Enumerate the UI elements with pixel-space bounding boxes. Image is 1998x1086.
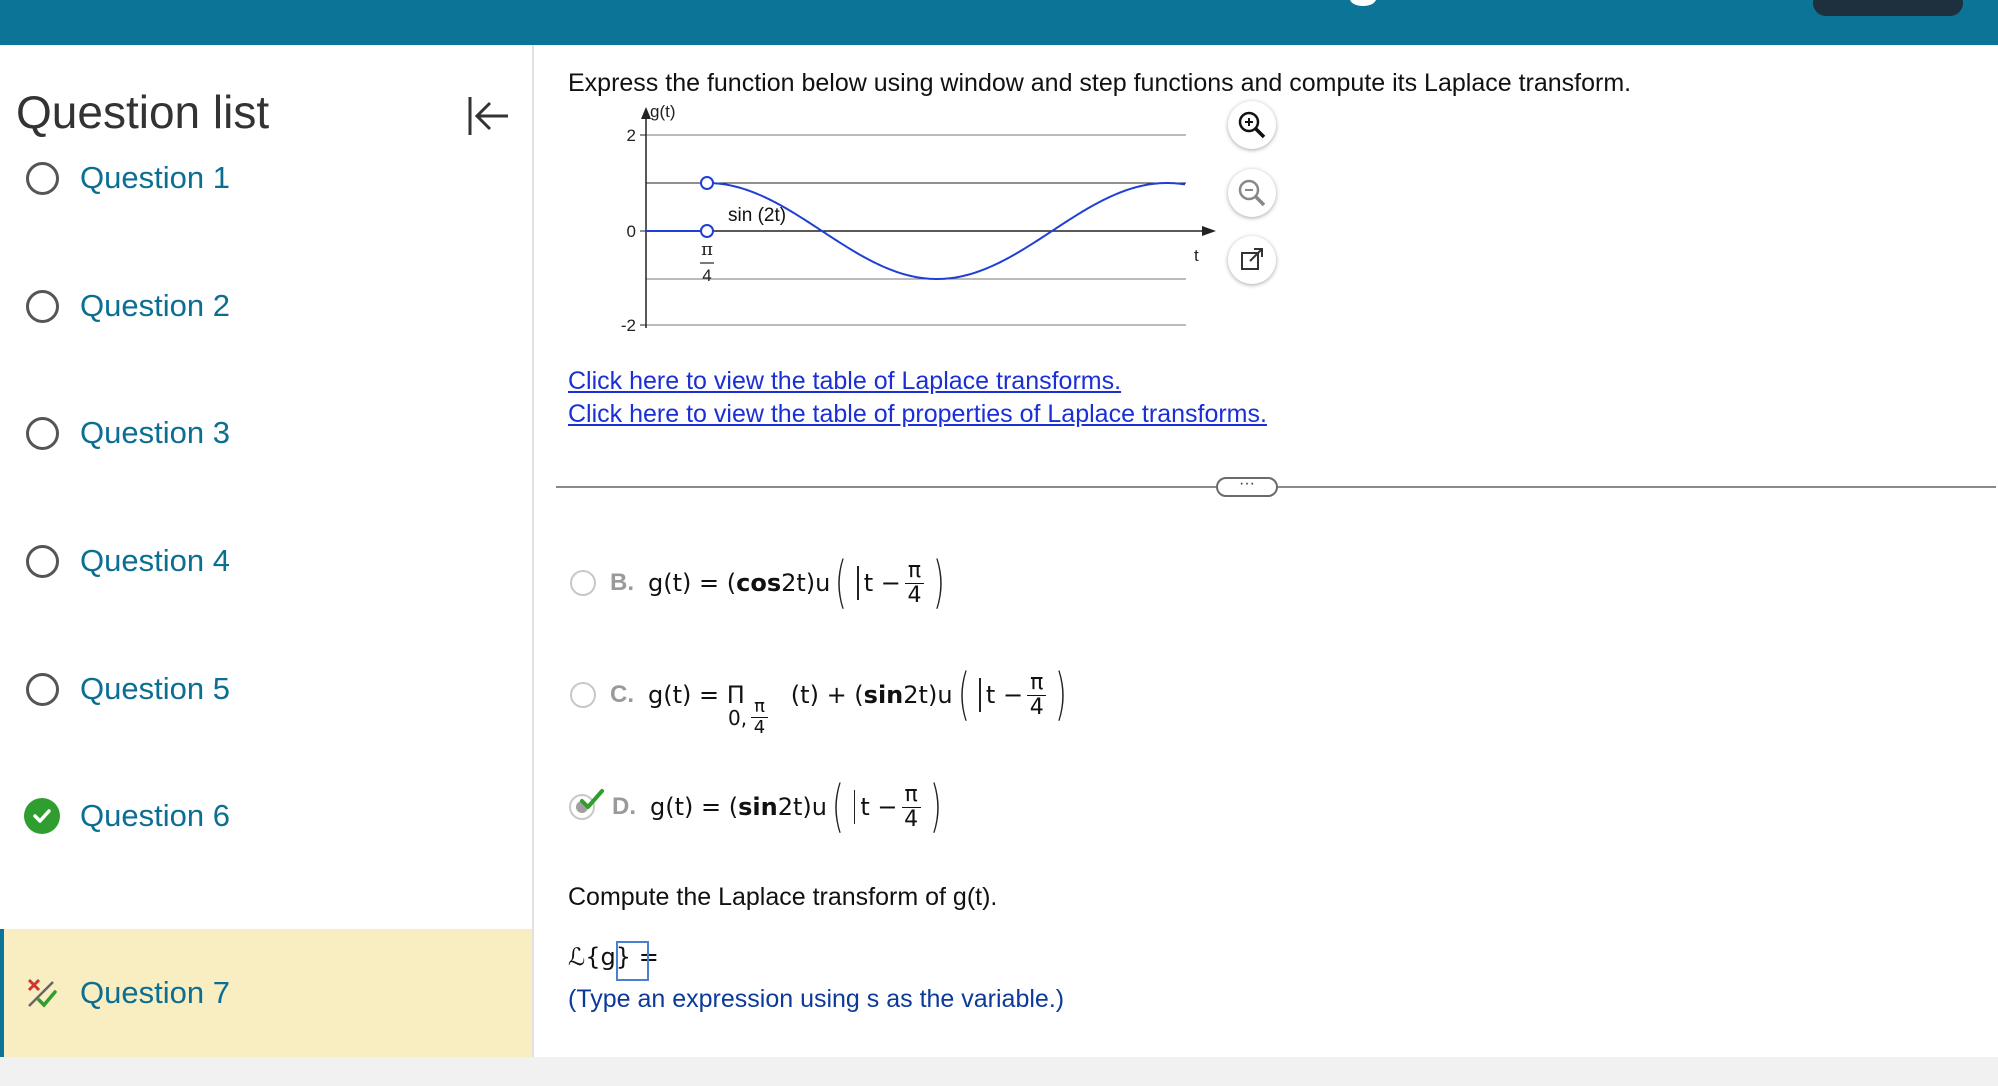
- laplace-table-link[interactable]: Click here to view the table of Laplace transforms.: [568, 367, 1122, 395]
- question-item-label: Question 1: [80, 160, 230, 195]
- unanswered-circle-icon: [24, 288, 60, 324]
- option-radio[interactable]: [570, 570, 596, 596]
- question-list-title: Question list: [16, 86, 270, 138]
- expr-fn: sin: [863, 681, 904, 709]
- question-item-2[interactable]: [0, 242, 532, 370]
- right-paren: ): [929, 774, 942, 839]
- function-graph: [616, 103, 1336, 393]
- question-prompt: Express the function below using window and step functions and compute its Laplace transform.: [568, 69, 1632, 97]
- expr-lhs: g(t) = (: [648, 569, 737, 597]
- answer-option-c[interactable]: [570, 662, 1072, 738]
- question-list-panel: [0, 45, 534, 1057]
- unanswered-circle-icon: [24, 671, 60, 707]
- expr-fn: cos: [736, 569, 782, 597]
- option-expression: [650, 774, 947, 839]
- option-letter: B.: [610, 569, 634, 596]
- window-sub-lead: 0,: [728, 705, 748, 730]
- zoom-out-icon[interactable]: [1228, 169, 1276, 217]
- question-item-3[interactable]: [0, 369, 532, 497]
- question-item-label: Question 6: [80, 798, 230, 833]
- option-expression: [648, 550, 950, 615]
- fraction: [902, 783, 921, 832]
- fraction: [905, 559, 924, 608]
- left-paren: (: [835, 550, 848, 615]
- x-tick-denominator: 4: [702, 266, 712, 285]
- expr-fn: sin: [738, 793, 778, 821]
- x-axis-label: t: [1194, 246, 1199, 265]
- question-item-6[interactable]: [0, 752, 532, 880]
- window-sub-fraction: [751, 697, 768, 738]
- unanswered-circle-icon: [24, 160, 60, 196]
- correct-check-icon: [24, 798, 60, 834]
- curve-label: sin (2t): [728, 205, 787, 226]
- open-endpoint: [701, 177, 713, 189]
- expand-more-button[interactable]: ···: [1216, 477, 1278, 497]
- question-item-label: Question 2: [80, 288, 230, 323]
- fraction: [1027, 671, 1046, 720]
- x-tick-numerator: π: [701, 239, 713, 260]
- selected-correct-icon[interactable]: [570, 793, 598, 821]
- answer-label: ℒ{g} =: [568, 943, 659, 971]
- question-content: [536, 45, 1998, 1057]
- expr-t-minus: t −: [985, 681, 1024, 709]
- expr-lhs: g(t) = Π: [648, 681, 745, 709]
- expr-arg: 2t)u: [777, 793, 827, 821]
- option-letter: C.: [610, 681, 634, 708]
- y-tick-label: 0: [626, 222, 636, 241]
- expr-t-minus: t −: [860, 793, 898, 821]
- option-radio[interactable]: [570, 682, 596, 708]
- top-bar-menu-button[interactable]: [1813, 0, 1963, 16]
- question-item-4[interactable]: [0, 497, 532, 625]
- question-item-label: Question 3: [80, 415, 230, 450]
- left-paren: (: [957, 662, 970, 727]
- expr-t-minus: t −: [863, 569, 901, 597]
- laplace-properties-link[interactable]: Click here to view the table of properties of Laplace transforms.: [568, 400, 1267, 428]
- answer-option-b[interactable]: [570, 550, 950, 615]
- unanswered-circle-icon: [24, 415, 60, 451]
- answer-hint: (Type an expression using s as the variable.): [568, 985, 1065, 1013]
- right-paren: ): [1055, 662, 1068, 727]
- frac-den: 4: [753, 717, 766, 738]
- question-item-label: Question 4: [80, 543, 230, 578]
- expr-mid: (t) + (: [790, 681, 864, 709]
- compute-prompt: Compute the Laplace transform of g(t).: [568, 883, 998, 911]
- y-tick-label: 2: [626, 126, 636, 145]
- option-letter: D.: [612, 793, 636, 820]
- question-item-label: Question 7: [80, 975, 230, 1010]
- frac-den: 4: [907, 582, 922, 608]
- question-item-5[interactable]: [0, 625, 532, 753]
- question-item-label: Question 5: [80, 671, 230, 706]
- expr-arg: 2t)u: [781, 569, 831, 597]
- frac-den: 4: [904, 806, 919, 832]
- right-paren: ): [933, 550, 946, 615]
- y-tick-label: -2: [620, 316, 636, 335]
- partial-credit-icon: [24, 975, 60, 1011]
- question-item-1[interactable]: [0, 114, 532, 242]
- left-paren: (: [831, 774, 844, 839]
- frac-den: 4: [1029, 694, 1044, 720]
- frac-num: π: [902, 783, 921, 808]
- bottom-strip: [0, 1057, 1998, 1086]
- frac-num: π: [905, 559, 924, 584]
- answer-option-d[interactable]: [570, 774, 947, 839]
- option-expression: [648, 662, 1072, 738]
- expr-lhs: g(t) = (: [650, 793, 739, 821]
- zoom-in-icon[interactable]: [1228, 101, 1276, 149]
- frac-num: π: [1027, 671, 1046, 696]
- expr-arg: 2t)u: [903, 681, 953, 709]
- answer-input[interactable]: [616, 941, 649, 981]
- open-endpoint: [701, 225, 713, 237]
- unanswered-circle-icon: [24, 543, 60, 579]
- top-bar: [0, 0, 1998, 45]
- frac-num: π: [751, 697, 768, 718]
- question-item-7[interactable]: [0, 929, 532, 1057]
- pop-out-icon[interactable]: [1228, 236, 1276, 284]
- top-bar-indicator: [1350, 0, 1376, 6]
- y-axis-label: g(t): [650, 103, 676, 121]
